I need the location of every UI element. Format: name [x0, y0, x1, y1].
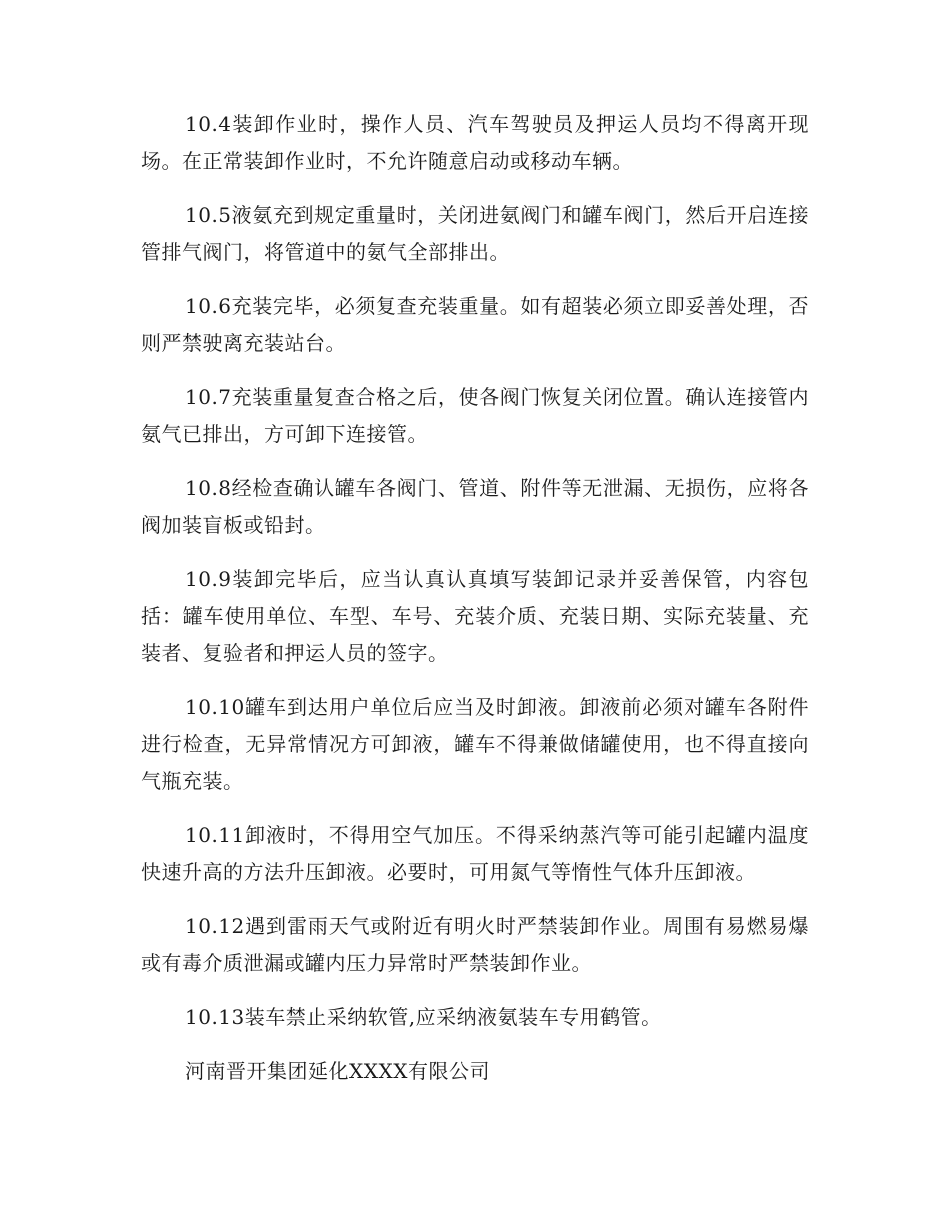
clause-10-8: 10.8经检查确认罐车各阀门、管道、附件等无泄漏、无损伤，应将各阀加装盲板或铅封。 — [141, 476, 809, 537]
clause-10-4: 10.4装卸作业时，操作人员、汽车驾驶员及押运人员均不得离开现场。在正常装卸作业时，不允许随意启动或移动车辆。 — [141, 112, 809, 173]
clause-10-10: 10.10罐车到达用户单位后应当及时卸液。卸液前必须对罐车各附件进行检查，无异常情况方可卸液，罐车不得兼做储罐使用，也不得直接向气瓶充装。 — [141, 695, 809, 793]
clause-10-9: 10.9装卸完毕后，应当认真认真填写装卸记录并妥善保管，内容包括：罐车使用单位、车型、车号、充装介质、充装日期、实际充装量、充装者、复验者和押运人员的签字。 — [141, 567, 809, 665]
company-name: 河南晋开集团延化XXXX有限公司 — [185, 1059, 490, 1083]
clause-10-12: 10.12遇到雷雨天气或附近有明火时严禁装卸作业。周围有易燃易爆或有毒介质泄漏或罐内压力异常时严禁装卸作业。 — [141, 914, 809, 975]
clause-10-5: 10.5液氨充到规定重量时，关闭进氨阀门和罐车阀门，然后开启连接管排气阀门，将管道中的氨气全部排出。 — [141, 203, 809, 264]
clause-10-13: 10.13装车禁止采纳软管,应采纳液氨装车专用鹤管。 — [185, 1005, 662, 1029]
clause-10-6: 10.6充装完毕，必须复查充装重量。如有超装必须立即妥善处理，否则严禁驶离充装站台。 — [141, 294, 809, 355]
clause-10-11: 10.11卸液时，不得用空气加压。不得采纳蒸汽等可能引起罐内温度快速升高的方法升压卸液。必要时，可用氮气等惰性气体升压卸液。 — [141, 823, 809, 884]
document-body — [141, 106, 809, 1107]
clause-10-7: 10.7充装重量复查合格之后，使各阀门恢复关闭位置。确认连接管内氨气已排出，方可卸下连接管。 — [141, 385, 809, 446]
